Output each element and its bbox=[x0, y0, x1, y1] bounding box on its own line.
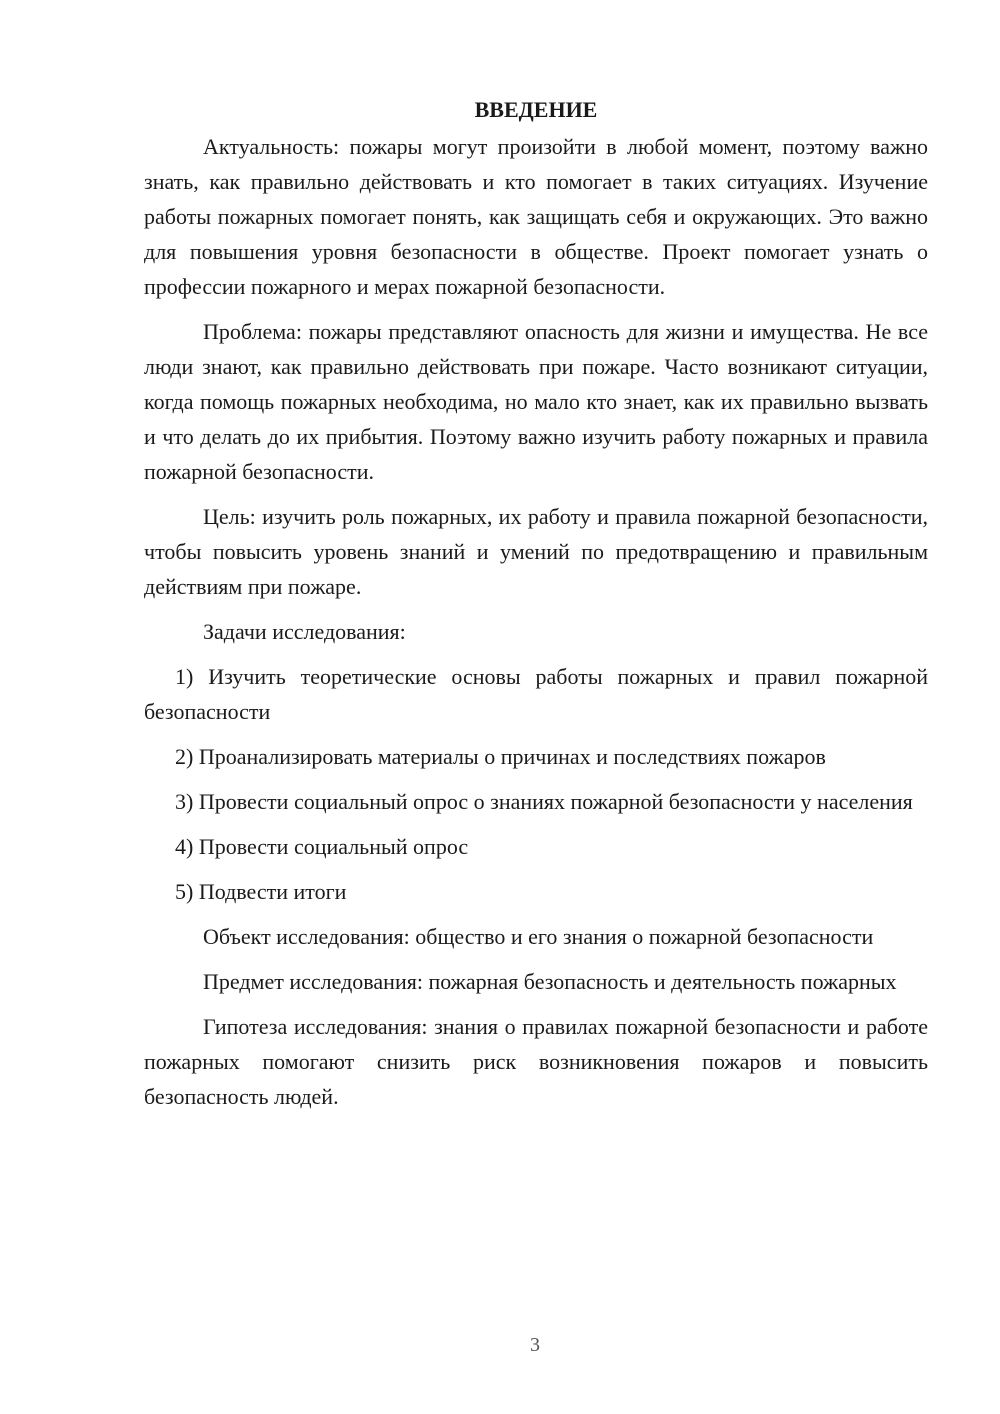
paragraph-relevance: Актуальность: пожары могут произойти в любой момент, поэтому важно знать, как правильно действовать и кто помогает в таких ситуациях. Изучение работы пожарных помогает понять, как защищать себя и окружающих. Это важно для повышения уровня безопасности в обществе. Проект помогает узнать о профессии пожарного и мерах пожарной безопасности. bbox=[144, 134, 928, 299]
task-item-2: 2) Проанализировать материалы о причинах и последствиях пожаров bbox=[175, 744, 826, 769]
paragraph-hypothesis: Гипотеза исследования: знания о правилах пожарной безопасности и работе пожарных помогают снизить риск возникновения пожаров и повысить безопасность людей. bbox=[144, 1014, 928, 1109]
page-number: 3 bbox=[530, 1334, 540, 1356]
paragraph-problem: Проблема: пожары представляют опасность для жизни и имущества. Не все люди знают, как правильно действовать при пожаре. Часто возникают ситуации, когда помощь пожарных необходима, но мало кто знает, как их правильно вызвать и что делать до их прибытия. Поэтому важно изучить работу пожарных и правила пожарной безопасности. bbox=[144, 319, 928, 484]
task-item-1: 1) Изучить теоретические основы работы пожарных и правил пожарной безопасности bbox=[144, 664, 928, 724]
tasks-heading: Задачи исследования: bbox=[203, 619, 406, 644]
task-item-5: 5) Подвести итоги bbox=[175, 879, 347, 904]
document-title: ВВЕДЕНИЕ bbox=[474, 97, 598, 122]
paragraph-object: Объект исследования: общество и его знания о пожарной безопасности bbox=[203, 924, 874, 949]
page-content bbox=[144, 92, 928, 1114]
task-item-3: 3) Провести социальный опрос о знаниях пожарной безопасности у населения bbox=[175, 789, 913, 814]
paragraph-goal: Цель: изучить роль пожарных, их работу и правила пожарной безопасности, чтобы повысить уровень знаний и умений по предотвращению и правильным действиям при пожаре. bbox=[144, 504, 928, 599]
task-item-4: 4) Провести социальный опрос bbox=[175, 834, 469, 859]
paragraph-subject: Предмет исследования: пожарная безопасность и деятельность пожарных bbox=[203, 969, 897, 994]
